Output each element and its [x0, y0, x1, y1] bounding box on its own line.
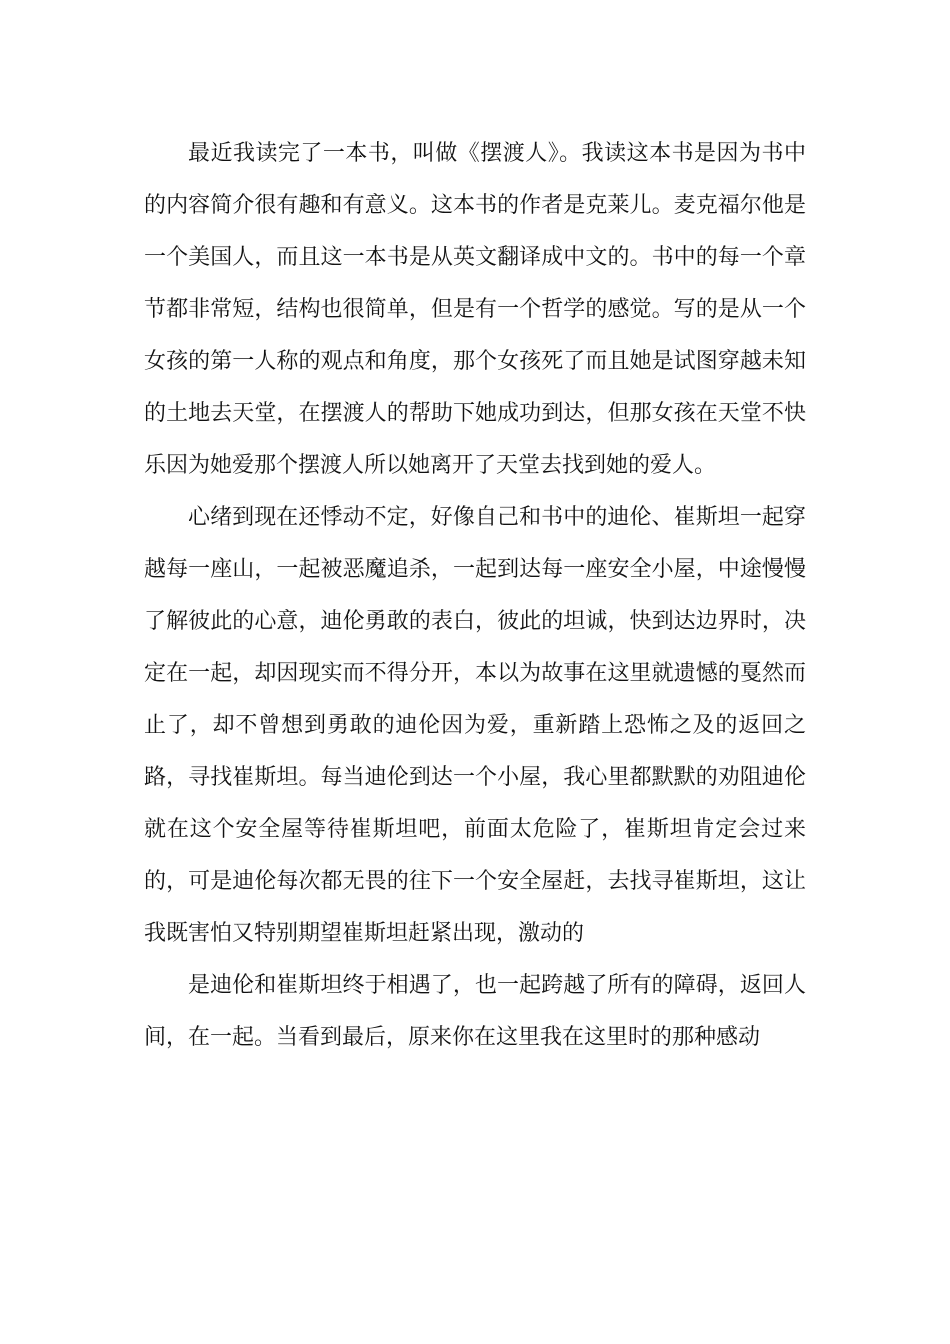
paragraph-2: 心绪到现在还悸动不定，好像自己和书中的迪伦、崔斯坦一起穿越每一座山，一起被恶魔追杀，一起到达每一座安全小屋，中途慢慢了解彼此的心意，迪伦勇敢的表白，彼此的坦诚，快到达边界时，决定在一起，却因现实而不得分开，本以为故事在这里就遗憾的戛然而止了，却不曾想到勇敢的迪伦因为爱，重新踏上恐怖之及的返回之路，寻找崔斯坦。每当迪伦到达一个小屋，我心里都默默的劝阻迪伦就在这个安全屋等待崔斯坦吧，前面太危险了，崔斯坦肯定会过来的，可是迪伦每次都无畏的往下一个安全屋赶，去找寻崔斯坦，这让我既害怕又特别期望崔斯坦赶紧出现，激动的	[144, 505, 806, 946]
paragraph-1: 最近我读完了一本书，叫做《摆渡人》。我读这本书是因为书中的内容简介很有趣和有意义。这本书的作者是克莱儿。麦克福尔他是一个美国人，而且这一本书是从英文翻译成中文的。书中的每一个章节都非常短，结构也很简单，但是有一个哲学的感觉。写的是从一个女孩的第一人称的观点和角度，那个女孩死了而且她是试图穿越未知的土地去天堂，在摆渡人的帮助下她成功到达，但那女孩在天堂不快乐因为她爱那个摆渡人所以她离开了天堂去找到她的爱人。	[144, 141, 806, 478]
paragraph-3: 是迪伦和崔斯坦终于相遇了，也一起跨越了所有的障碍，返回人间，在一起。当看到最后，原来你在这里我在这里时的那种感动	[144, 973, 806, 1050]
document-body	[144, 128, 806, 1064]
